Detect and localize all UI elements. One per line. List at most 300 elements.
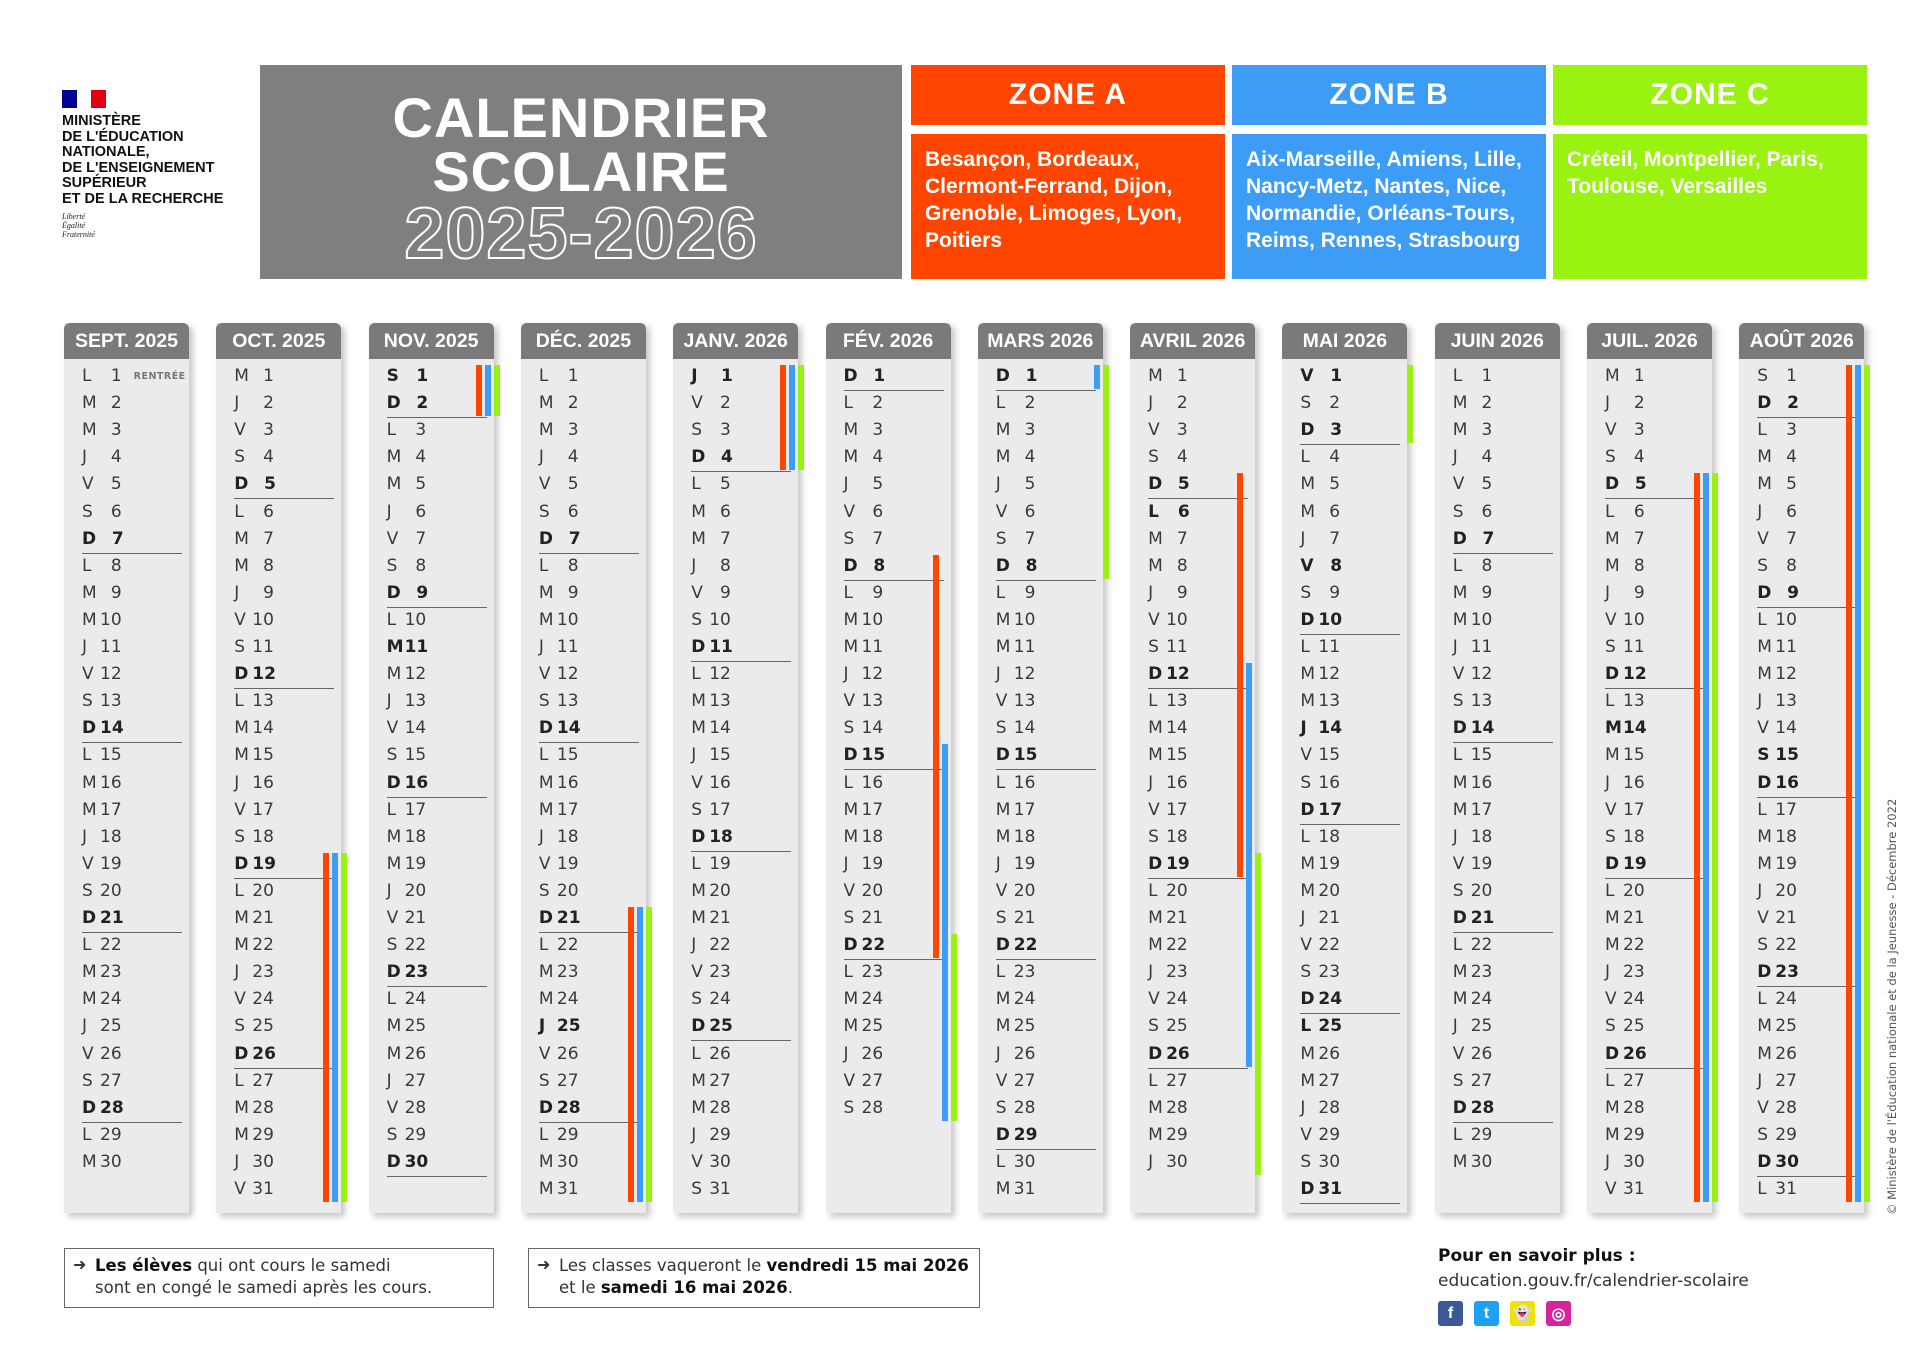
day-row [844,851,939,878]
weekday-letter: M [1605,718,1622,739]
day-row [1453,417,1548,444]
day-number: 22 [1470,935,1493,956]
day-number: 7 [709,528,731,549]
day-row [1605,363,1700,390]
weekday-letter: M [691,1097,706,1118]
day-row [691,1041,786,1068]
weekday-letter: M [386,447,402,468]
day-number: 29 [252,1124,274,1145]
day-number: 17 [1775,799,1797,820]
day-number: 2 [709,393,731,414]
flag-white [77,90,92,108]
weekday-letter: S [82,1070,93,1091]
day-number: 30 [556,1151,579,1172]
day-row [1453,526,1553,554]
day-row [1453,661,1548,688]
weekday-letter: L [843,582,853,603]
day-row [82,688,177,715]
weekday-letter: M [995,1016,1011,1037]
weekday-letter: M [82,989,97,1010]
day-row [1605,499,1700,526]
weekday-letter: M [538,962,554,983]
day-row [539,1095,639,1123]
day-number: 19 [1013,853,1036,874]
weekday-letter: D [1605,853,1620,874]
weekday-letter: J [386,880,392,901]
day-row [387,1095,482,1122]
weekday-letter: M [691,880,706,901]
day-row [1300,499,1395,526]
month-column [1587,323,1712,1213]
day-number: 2 [252,393,274,414]
weekday-letter: J [538,826,544,847]
day-row [1300,986,1400,1014]
note2-bold1: vendredi 15 mai 2026 [766,1256,969,1275]
day-row [1148,553,1243,580]
day-row [387,580,487,608]
weekday-letter: S [234,447,246,468]
day-row [82,824,177,851]
day-number: 23 [1013,962,1036,983]
day-number: 13 [709,691,731,712]
weekday-letter: D [234,1043,249,1064]
twitter-icon[interactable]: t [1474,1301,1499,1326]
weekday-letter: J [691,1124,697,1145]
day-number: 27 [252,1070,274,1091]
day-number: 30 [1318,1151,1341,1172]
day-row [844,715,939,742]
day-number: 27 [861,1070,884,1091]
day-number: 5 [1623,474,1647,495]
weekday-letter: D [234,474,249,495]
day-row [1757,1013,1852,1040]
day-number: 24 [1470,989,1493,1010]
day-row [1757,1068,1852,1095]
day-row [234,634,329,661]
weekday-letter: M [1757,474,1772,495]
day-row [844,959,939,986]
weekday-letter: M [82,1151,97,1172]
day-row [1757,932,1852,959]
month-column [1739,323,1864,1213]
weekday-letter: D [82,908,97,928]
day-row [387,1122,482,1149]
vacation-bar [485,365,491,416]
weekday-letter: M [1757,447,1772,468]
day-row [996,363,1096,391]
weekday-letter: M [1452,582,1468,603]
weekday-letter: M [843,420,859,441]
day-number: 22 [709,935,731,956]
day-row [996,878,1091,905]
day-row [691,444,791,472]
day-row [234,553,329,580]
day-number: 22 [861,935,886,956]
instagram-icon[interactable]: ◎ [1546,1301,1571,1326]
weekday-letter: S [386,745,398,766]
weekday-letter: M [1757,664,1772,685]
day-row [82,661,177,688]
day-row [387,824,482,851]
weekday-letter: M [1757,826,1772,847]
day-row [387,607,482,634]
day-number: 17 [1318,799,1343,820]
day-row [691,471,786,498]
day-number: 1 [1166,366,1188,386]
day-number: 14 [404,718,427,739]
day-row [1300,1176,1400,1204]
weekday-letter: V [1605,1179,1617,1199]
weekday-letter: V [82,1043,94,1064]
day-number: 20 [1013,880,1036,901]
weekday-letter: D [1300,989,1315,1010]
weekday-letter: L [234,880,244,901]
day-row [539,1122,634,1149]
note1-bold: Les élèves [95,1256,193,1275]
day-number: 12 [1013,664,1036,685]
day-row [1453,553,1548,580]
weekday-letter: M [1452,420,1468,441]
weekday-letter: J [234,582,240,603]
vacation-bar [1855,365,1861,1202]
day-row [234,1095,329,1122]
day-row [996,851,1091,878]
weekday-letter: V [1300,366,1314,386]
day-row [1300,1122,1395,1149]
weekday-letter: D [1605,664,1620,685]
weekday-letter: M [1300,501,1316,522]
day-number: 5 [709,474,731,495]
day-number: 12 [1470,664,1493,685]
day-number: 25 [252,1016,274,1037]
weekday-letter: J [1605,1151,1611,1172]
month-header: OCT. 2025 [216,323,341,359]
day-row [1605,1041,1705,1069]
weekday-letter: D [995,555,1010,576]
weekday-letter: L [1757,989,1767,1010]
day-row [844,634,939,661]
weekday-letter: J [82,447,88,468]
day-row [539,715,639,743]
day-number: 25 [1623,1016,1645,1037]
day-number: 23 [1470,962,1493,983]
day-number: 25 [404,1016,427,1037]
day-number: 25 [1470,1016,1493,1037]
day-number: 2 [861,393,884,414]
day-row [234,580,329,607]
note-may-holidays [528,1248,980,1308]
weekday-letter: J [386,501,392,522]
weekday-letter: V [1452,853,1465,874]
weekday-letter: D [386,772,401,793]
weekday-letter: V [1757,1097,1769,1118]
facebook-icon[interactable]: f [1438,1301,1463,1326]
day-number: 27 [1166,1070,1188,1091]
day-row [844,580,939,607]
day-row [691,607,786,634]
weekday-letter: M [843,989,859,1010]
day-number: 30 [252,1151,274,1172]
weekday-letter: J [1757,691,1763,712]
day-row [387,905,482,932]
day-row [387,417,482,444]
weekday-letter: L [995,772,1006,793]
weekday-letter: M [386,664,402,685]
day-row [82,553,177,580]
day-row [1757,1122,1852,1149]
ministry-name: MINISTÈRE DE L'ÉDUCATION NATIONALE, DE L'ENSEIGNEMENT SUPÉRIEUR ET DE LA RECHERCHE [62,113,224,207]
weekday-letter: M [82,582,97,603]
weekday-letter: J [234,962,240,983]
weekday-letter: S [1300,772,1312,793]
day-row [234,1122,329,1149]
weekday-letter: S [1757,366,1769,386]
weekday-letter: M [1148,1097,1163,1118]
day-row [1757,1176,1852,1203]
day-row [1605,715,1700,742]
weekday-letter: D [1757,962,1772,983]
day-row [1605,417,1700,444]
day-row [234,1013,329,1040]
day-number: 8 [404,555,427,576]
day-row [1148,797,1243,824]
weekday-letter: J [1605,962,1611,983]
day-number: 21 [861,908,884,928]
day-number: 5 [1166,474,1190,495]
weekday-letter: V [82,474,94,495]
day-number: 14 [709,718,731,739]
weekday-letter: L [82,366,92,386]
day-row [539,499,634,526]
day-number: 19 [252,853,276,874]
weekday-letter: J [1300,718,1307,739]
day-number: 29 [100,1124,122,1145]
weekday-letter: M [995,989,1011,1010]
day-row [1453,824,1548,851]
weekday-letter: M [1300,1070,1316,1091]
weekday-letter: D [1452,908,1467,928]
day-row [387,742,482,769]
day-row [1300,1041,1395,1068]
weekday-letter: D [1605,474,1620,495]
weekday-letter: M [1452,989,1468,1010]
day-row [1300,824,1395,851]
day-number: 10 [1318,609,1343,630]
day-row [844,986,939,1013]
day-number: 26 [1318,1043,1341,1064]
day-row [996,444,1091,471]
month-header: JUIN 2026 [1435,323,1560,359]
day-number: 3 [1166,420,1188,441]
day-row [1300,417,1400,445]
day-row [82,499,177,526]
day-row [1300,607,1400,635]
day-number: 2 [1013,393,1036,414]
day-number: 21 [1623,908,1645,928]
month-header: AVRIL 2026 [1130,323,1255,359]
weekday-letter: L [691,1043,701,1064]
day-row [234,499,329,526]
day-number: 31 [1623,1179,1645,1199]
day-number: 7 [100,528,124,549]
day-number: 9 [404,582,429,603]
day-row [1300,363,1395,390]
day-row [82,742,177,769]
day-row [1300,634,1395,661]
weekday-letter: S [691,1179,702,1199]
more-info-link[interactable]: education.gouv.fr/calendrier-scolaire [1438,1271,1749,1291]
weekday-letter: M [1452,393,1468,414]
day-row [82,417,177,444]
weekday-letter: S [1148,826,1159,847]
vacation-bar [933,555,939,959]
vacation-bar [1255,853,1261,1175]
weekday-letter: M [1300,880,1316,901]
day-number: 31 [709,1179,731,1199]
day-number: 19 [100,853,122,874]
day-number: 9 [861,582,884,603]
weekday-letter: J [1452,1016,1458,1037]
day-number: 30 [1470,1151,1493,1172]
day-row [996,634,1091,661]
weekday-letter: M [1300,691,1316,712]
weekday-letter: D [538,528,554,549]
day-row [1300,770,1395,797]
day-row [1757,471,1852,498]
weekday-letter: M [386,853,402,874]
weekday-letter: J [1148,1151,1154,1172]
day-number: 27 [709,1070,731,1091]
flag-blue [62,90,77,108]
weekday-letter: L [1148,691,1158,712]
day-row [82,580,177,607]
day-number: 13 [861,691,884,712]
weekday-letter: J [995,1043,1001,1064]
day-row [387,499,482,526]
day-number: 7 [252,528,274,549]
day-row [82,1149,177,1176]
day-row [691,715,786,742]
day-row [1300,742,1395,769]
day-number: 6 [1013,501,1036,522]
day-number: 31 [252,1179,274,1199]
day-row [234,742,329,769]
day-number: 19 [1470,853,1493,874]
day-number: 9 [1623,582,1645,603]
day-row [82,1068,177,1095]
day-row [996,715,1091,742]
weekday-letter: M [1300,853,1316,874]
day-number: 10 [404,609,427,630]
day-row [1605,471,1705,499]
weekday-letter: V [1300,935,1313,956]
month-column [1282,323,1407,1213]
day-number: 30 [100,1151,122,1172]
weekday-letter: L [691,853,701,874]
day-row [539,905,639,933]
weekday-letter: J [1148,393,1154,414]
day-row [234,1041,334,1069]
day-row [539,553,634,580]
weekday-letter: S [1452,691,1464,712]
day-number: 7 [861,528,884,549]
day-row [844,1013,939,1040]
day-row [387,634,482,661]
day-number: 28 [404,1097,427,1118]
weekday-letter: L [82,935,92,956]
zone-a-cities: Besançon, Bordeaux, Clermont-Ferrand, Dijon, Grenoble, Limoges, Lyon, Poitiers [911,134,1225,279]
weekday-letter: M [82,772,97,793]
day-number: 15 [709,745,731,766]
snapchat-icon[interactable]: 👻 [1510,1301,1535,1326]
weekday-letter: S [843,718,855,739]
weekday-letter: S [1757,935,1769,956]
weekday-letter: L [1148,880,1158,901]
day-row [539,634,634,661]
day-row [82,390,177,417]
month-header: NOV. 2025 [369,323,494,359]
zone-b-cities: Aix-Marseille, Amiens, Lille, Nancy-Metz, Nantes, Nice, Normandie, Orléans-Tours, Reims, Rennes, Strasbourg [1232,134,1546,279]
weekday-letter: J [1452,447,1458,468]
month-header: FÉV. 2026 [826,323,951,359]
day-number: 17 [861,799,884,820]
day-row [234,607,329,634]
weekday-letter: S [386,555,398,576]
month-column [1435,323,1560,1213]
day-row [691,390,786,417]
day-row [1148,417,1243,444]
weekday-letter: S [1605,826,1616,847]
day-row [844,471,939,498]
day-row [1453,1095,1553,1123]
day-row [539,417,634,444]
day-number: 9 [709,582,731,603]
weekday-letter: S [1605,637,1616,657]
day-row [387,1149,487,1177]
day-row [996,1068,1091,1095]
day-number: 15 [252,745,274,766]
weekday-letter: D [386,1151,401,1172]
day-row [691,851,786,878]
day-number: 11 [1470,637,1493,657]
weekday-letter: M [1148,935,1163,956]
weekday-letter: V [1757,718,1769,739]
day-row [844,932,944,960]
weekday-letter: M [1148,908,1163,928]
day-number: 23 [1623,962,1645,983]
weekday-letter: V [691,582,703,603]
day-row [844,1095,939,1122]
weekday-letter: L [995,962,1006,983]
day-row [844,770,939,797]
weekday-letter: L [1148,1070,1158,1091]
day-number: 21 [1470,908,1495,928]
weekday-letter: L [843,962,853,983]
day-row [691,363,786,390]
day-number: 24 [709,989,731,1010]
day-row [1757,390,1857,418]
day-number: 19 [404,853,427,874]
day-number: 31 [1013,1179,1036,1199]
weekday-letter: S [1300,582,1312,603]
day-number: 24 [1775,989,1797,1010]
day-row [234,851,334,879]
day-number: 8 [1775,555,1797,576]
weekday-letter: M [234,718,249,739]
day-row [844,661,939,688]
day-row [82,1095,182,1123]
day-number: 1 [1318,366,1343,386]
